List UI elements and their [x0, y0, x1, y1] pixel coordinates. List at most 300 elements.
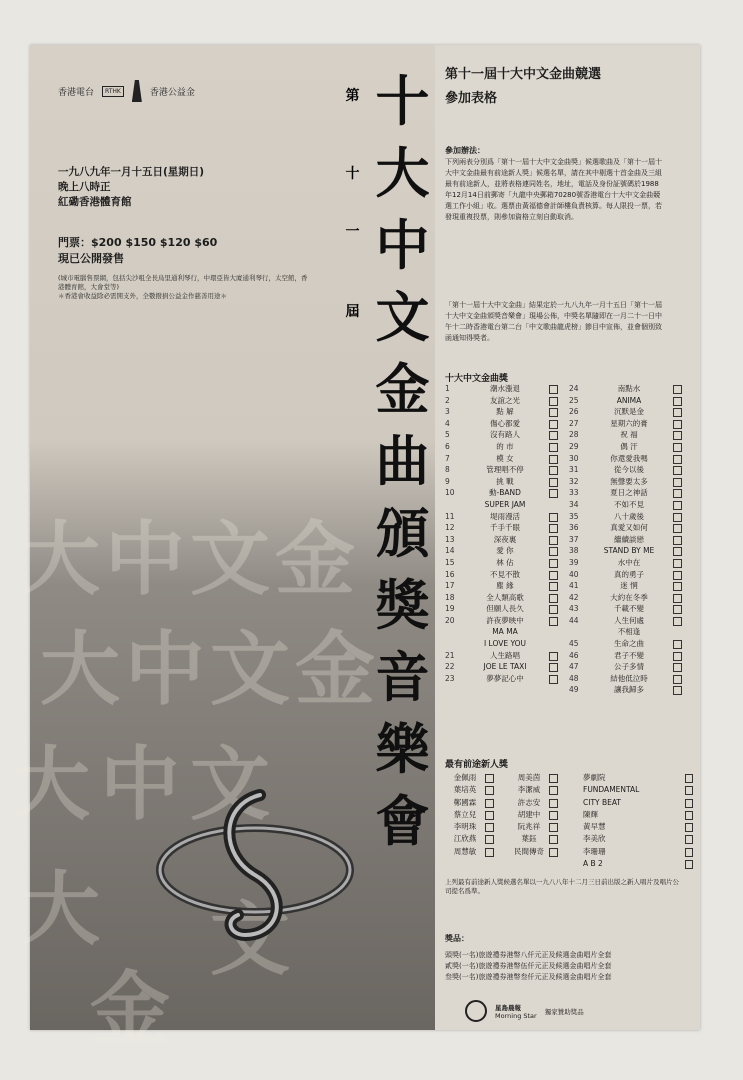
- newcomer-name: A B 2: [583, 859, 603, 869]
- prizes-heading: 獎品：: [445, 934, 469, 943]
- newcomer-row: [445, 846, 693, 858]
- vote-checkbox[interactable]: [485, 774, 494, 783]
- vote-checkbox[interactable]: [549, 466, 558, 475]
- song-entry: [569, 441, 693, 453]
- song-entry: [445, 395, 569, 407]
- vote-checkbox[interactable]: [673, 489, 682, 498]
- song-row: [445, 569, 693, 581]
- song-number: [445, 626, 461, 638]
- vote-checkbox[interactable]: [673, 455, 682, 464]
- song-number: 18: [445, 592, 455, 602]
- title-char: 金: [375, 357, 430, 421]
- song-entry: [569, 673, 693, 685]
- song-title: 許夜夢映中: [486, 615, 524, 625]
- newcomer-row: [445, 858, 693, 870]
- ticket-outlets: (城市電腦售票網，包括尖沙咀全長烏里通利琴行，中環亞皆大廈通利琴行，太空館，香港體育館，大會堂等): [58, 274, 308, 291]
- song-entry: [569, 453, 693, 465]
- song-number: 33: [569, 488, 579, 498]
- newcomer-entry: [445, 833, 509, 845]
- vote-checkbox[interactable]: [549, 443, 558, 452]
- newcomer-name: 李美欣: [583, 834, 606, 844]
- song-row: [445, 429, 693, 441]
- newcomer-entry: [445, 846, 509, 858]
- song-entry: [445, 545, 569, 557]
- newcomer-entry: [573, 833, 693, 845]
- song-entry: [569, 545, 693, 557]
- song-number: 30: [569, 453, 579, 463]
- song-entry: [445, 487, 569, 499]
- song-entry: [445, 383, 569, 395]
- prize-item: 叁獎(一名)旅遊禮券港幣叁仟元正及候選金曲唱片全套: [445, 973, 612, 981]
- newcomer-entry: [509, 821, 573, 833]
- song-entry: [569, 464, 693, 476]
- poster: [10, 45, 700, 1056]
- song-row: [445, 511, 693, 523]
- vote-checkbox[interactable]: [673, 536, 682, 545]
- vote-checkbox[interactable]: [673, 431, 682, 440]
- song-title: I LOVE YOU: [483, 639, 527, 649]
- song-title: 挑 戰: [496, 476, 514, 486]
- song-title: 迷 惘: [620, 581, 638, 591]
- song-row: [445, 557, 693, 569]
- song-title: 深夜裏: [493, 534, 517, 544]
- vote-checkbox[interactable]: [549, 799, 558, 808]
- newcomer-entry: [445, 809, 509, 821]
- song-number: 17: [445, 581, 455, 591]
- song-number: 47: [569, 662, 579, 672]
- song-entry: [445, 418, 569, 430]
- vote-checkbox[interactable]: [485, 835, 494, 844]
- song-number: 32: [569, 476, 579, 486]
- song-entry: [445, 464, 569, 476]
- poster-left-panel: [10, 45, 435, 1056]
- vote-checkbox[interactable]: [549, 385, 558, 394]
- song-entry: [569, 557, 693, 569]
- vote-checkbox[interactable]: [485, 848, 494, 857]
- song-entry: [569, 487, 693, 499]
- newcomers-heading: 最有前途新人獎: [445, 760, 509, 770]
- newcomer-name: 周慧敏: [453, 846, 477, 856]
- newcomer-entry: [573, 858, 693, 870]
- vote-checkbox[interactable]: [549, 536, 558, 545]
- organizer-logos: [58, 80, 195, 102]
- song-number: 46: [569, 650, 579, 660]
- vote-checkbox[interactable]: [549, 605, 558, 614]
- event-date: 一九八九年一月十五日(星期日): [58, 166, 205, 178]
- vote-checkbox[interactable]: [549, 582, 558, 591]
- vote-checkbox[interactable]: [549, 431, 558, 440]
- newcomer-row: [445, 809, 693, 821]
- vote-checkbox[interactable]: [685, 786, 693, 795]
- newcomer-name: 鄭國霖: [453, 797, 477, 807]
- background-pattern: 大 中 文 金 大 中 文 金 大 中 文 大 文 金: [10, 512, 375, 1056]
- newcomer-entry: [509, 858, 573, 870]
- song-number: [445, 499, 461, 511]
- song-entry: [445, 615, 569, 627]
- vote-checkbox[interactable]: [549, 513, 558, 522]
- newcomer-entry: [509, 846, 573, 858]
- song-row: [445, 522, 693, 534]
- newcomer-name: 陳輝: [583, 809, 598, 819]
- song-number: 6: [445, 441, 450, 451]
- vote-checkbox[interactable]: [485, 811, 494, 820]
- song-number: 7: [445, 453, 450, 463]
- result-text: 「第十一屆十大中文金曲」結果定於一九八九年一月十五日「第十一屆十大中文金曲頒獎音樂會」現場公佈，中獎名單隨即在一月二十一日中午十二時香港電台第二台「中文歌曲龍虎榜」節目中宣佈，並會個別致函通知得獎者。: [445, 301, 662, 342]
- edition-char: 一: [345, 224, 360, 240]
- song-title: 人生何處: [614, 615, 644, 625]
- vote-checkbox[interactable]: [685, 848, 693, 857]
- song-number: 42: [569, 592, 579, 602]
- song-title: 但願人長久: [486, 604, 524, 614]
- vote-checkbox[interactable]: [673, 663, 682, 672]
- sponsor-name-block: [495, 1003, 537, 1020]
- vote-checkbox[interactable]: [685, 860, 693, 869]
- rthk-label: 香港電台: [58, 87, 95, 98]
- poster-title: [370, 65, 435, 857]
- song-number: [569, 626, 585, 638]
- vote-checkbox[interactable]: [673, 478, 682, 487]
- vote-checkbox[interactable]: [485, 786, 494, 795]
- song-title: SUPER JAM: [484, 499, 526, 509]
- song-entry: [569, 615, 693, 627]
- vote-checkbox[interactable]: [549, 617, 558, 626]
- newcomer-entry: [445, 858, 509, 870]
- song-number: 10: [445, 488, 455, 498]
- song-title: 生命之曲: [614, 639, 644, 649]
- song-row: [445, 453, 693, 465]
- vote-checkbox[interactable]: [549, 811, 558, 820]
- newcomer-name: 葉鈺: [521, 834, 537, 844]
- song-title: 水中在: [617, 557, 641, 567]
- song-title: 人生路唱: [490, 650, 520, 660]
- vote-checkbox[interactable]: [549, 786, 558, 795]
- song-row: [445, 499, 693, 511]
- sponsor-sub: Morning Star: [495, 1011, 537, 1020]
- song-number: 26: [569, 407, 579, 417]
- newcomer-entry: [445, 772, 509, 784]
- newcomer-name: 黃早慧: [583, 822, 606, 832]
- song-entry: [569, 522, 693, 534]
- newcomer-name: 周美茵: [517, 773, 541, 782]
- newcomer-entry: [573, 809, 693, 821]
- newcomer-entry: [573, 797, 693, 809]
- song-title: 塵 緣: [496, 581, 514, 591]
- vote-checkbox[interactable]: [673, 675, 682, 684]
- ticket-status: 現已公開發售: [58, 252, 124, 265]
- vote-checkbox[interactable]: [549, 455, 558, 464]
- song-entry: [445, 534, 569, 546]
- vote-checkbox[interactable]: [673, 501, 682, 510]
- vote-checkbox[interactable]: [549, 478, 558, 487]
- edition-char: 第: [345, 88, 360, 104]
- vote-checkbox[interactable]: [673, 686, 682, 695]
- song-number: 3: [445, 407, 450, 417]
- song-row: [445, 406, 693, 418]
- vote-checkbox[interactable]: [549, 420, 558, 429]
- song-title: 愛 你: [496, 546, 514, 556]
- song-title: 公子多情: [614, 662, 644, 672]
- vote-checkbox[interactable]: [673, 385, 682, 394]
- title-char: 音: [375, 645, 430, 709]
- song-number: 15: [445, 557, 455, 567]
- song-number: 22: [445, 662, 455, 672]
- song-title: 堤雨漫活: [490, 511, 520, 521]
- song-number: 1: [445, 384, 450, 393]
- song-number: 40: [569, 569, 579, 579]
- newcomer-entry: [573, 821, 693, 833]
- vote-checkbox[interactable]: [673, 605, 682, 614]
- song-number: 25: [569, 395, 579, 405]
- vote-checkbox[interactable]: [685, 823, 693, 832]
- song-title: 不相逢: [617, 627, 641, 637]
- song-entry: [569, 395, 693, 407]
- prizes-list: [445, 950, 611, 983]
- vote-checkbox[interactable]: [685, 835, 693, 844]
- song-row: [445, 441, 693, 453]
- song-title: 沉默是金: [614, 407, 644, 417]
- newcomer-name: 金佩雨: [453, 773, 477, 782]
- song-title: [461, 684, 549, 696]
- event-details: [58, 165, 204, 210]
- song-title: 真愛又如何: [610, 523, 648, 533]
- newcomer-row: [445, 833, 693, 845]
- edition-label: [340, 85, 365, 321]
- song-row: [445, 418, 693, 430]
- vote-checkbox[interactable]: [549, 524, 558, 533]
- vote-checkbox[interactable]: [549, 408, 558, 417]
- song-entry: [445, 580, 569, 592]
- entry-form-panel: [435, 45, 700, 1030]
- method-text: 下列兩表分別爲「第十一屆十大中文金曲獎」候選歌曲及「第十一屆十大中文金曲最有前途新人獎」候選名單，請在其中剔選十首金曲及三組最有前途新人，並將表格連同姓名，地址，電話及身份証號碼於1988年12月14日前郵寄「九龍中央郵箱70280號香港電台十大中文金曲競選工作小組」收。選票由黃福德會計師樓負責核算。每人限投一票，若發現重複投票，則參加資格立刻自動取消。: [445, 158, 662, 221]
- newcomer-entry: [445, 821, 509, 833]
- song-number: 14: [445, 546, 455, 556]
- newcomer-name: 民間傳奇: [514, 846, 544, 856]
- newcomer-name: 許志安: [517, 797, 541, 807]
- newcomer-entry: [573, 846, 693, 858]
- newcomer-name: 夢劇院: [583, 773, 606, 782]
- song-entry: [445, 684, 569, 696]
- song-title: 潮水漲退: [490, 384, 520, 393]
- ticket-prices: 門票：$200 $150 $120 $60: [58, 236, 218, 249]
- song-title: 夏日之神話: [610, 488, 648, 498]
- song-title: 傷心都愛: [490, 418, 520, 428]
- songs-heading: 十大中文金曲獎: [445, 374, 509, 384]
- song-row: [445, 615, 693, 627]
- song-number: 31: [569, 465, 579, 475]
- song-entry: [569, 534, 693, 546]
- vote-checkbox[interactable]: [673, 594, 682, 603]
- song-entry: [445, 650, 569, 662]
- vote-checkbox[interactable]: [673, 571, 682, 580]
- song-row: [445, 545, 693, 557]
- vote-checkbox[interactable]: [549, 663, 558, 672]
- vote-checkbox[interactable]: [549, 594, 558, 603]
- song-number: 4: [445, 418, 450, 428]
- song-number: 20: [445, 615, 455, 625]
- song-number: 27: [569, 418, 579, 428]
- song-entry: [569, 476, 693, 488]
- song-number: [445, 638, 461, 650]
- edition-char: 屆: [345, 304, 360, 320]
- song-title: 繼續談戀: [614, 534, 644, 544]
- song-title: 偶 汗: [620, 441, 638, 451]
- vote-checkbox[interactable]: [673, 640, 682, 649]
- song-title: 沒有路人: [490, 430, 520, 440]
- vote-checkbox[interactable]: [549, 823, 558, 832]
- song-row: [445, 383, 693, 395]
- vote-checkbox[interactable]: [673, 559, 682, 568]
- newcomer-name: 李潔威: [517, 785, 541, 795]
- newcomer-name: 阮兆祥: [517, 822, 541, 832]
- song-row: [445, 603, 693, 615]
- song-entry: [569, 592, 693, 604]
- song-number: 48: [569, 673, 579, 683]
- song-title: 不如不見: [614, 499, 644, 509]
- song-row: [445, 395, 693, 407]
- song-number: [445, 684, 461, 696]
- vote-checkbox[interactable]: [485, 799, 494, 808]
- vote-checkbox[interactable]: [673, 617, 682, 626]
- vote-checkbox[interactable]: [673, 652, 682, 661]
- newcomer-row: [445, 772, 693, 784]
- sponsor-logo-icon: [465, 1000, 487, 1022]
- song-number: 45: [569, 639, 579, 649]
- vote-checkbox[interactable]: [673, 466, 682, 475]
- newcomer-row: [445, 797, 693, 809]
- newcomer-name: [509, 858, 549, 870]
- newcomer-name: 李珊珊: [583, 846, 606, 856]
- song-entry: [445, 603, 569, 615]
- sponsor-name: 星島晨報: [495, 1003, 521, 1012]
- song-number: 2: [445, 395, 450, 405]
- rthk-logo: RTHK: [102, 86, 124, 97]
- vote-checkbox[interactable]: [685, 799, 693, 808]
- vote-checkbox[interactable]: [673, 582, 682, 591]
- form-title: 第十一屆十大中文金曲競選: [445, 67, 602, 82]
- song-number: 44: [569, 615, 579, 625]
- song-row: [445, 580, 693, 592]
- song-entry: [445, 592, 569, 604]
- song-title: 星期六的膏: [610, 418, 648, 428]
- song-number: 29: [569, 441, 579, 451]
- vote-checkbox[interactable]: [549, 397, 558, 406]
- newcomer-ballot-list: [445, 772, 693, 870]
- vote-checkbox[interactable]: [673, 420, 682, 429]
- vote-checkbox[interactable]: [549, 835, 558, 844]
- vote-checkbox[interactable]: [673, 547, 682, 556]
- song-number: 37: [569, 534, 579, 544]
- vote-checkbox[interactable]: [673, 524, 682, 533]
- song-row: [445, 650, 693, 662]
- vote-checkbox[interactable]: [549, 489, 558, 498]
- song-number: 34: [569, 499, 579, 509]
- song-number: 11: [445, 511, 455, 521]
- vote-checkbox[interactable]: [673, 397, 682, 406]
- song-row: [445, 592, 693, 604]
- song-number: 49: [569, 685, 579, 695]
- song-row: [445, 626, 693, 638]
- prize-item: 頭獎(一名)旅遊禮券港幣八仟元正及候選金曲唱片全套: [445, 951, 612, 959]
- song-number: 36: [569, 523, 579, 533]
- song-title: 無聲要太多: [610, 476, 648, 486]
- song-entry: [445, 569, 569, 581]
- song-entry: [569, 650, 693, 662]
- title-char: 獎: [375, 573, 430, 637]
- newcomer-name: 李明珠: [453, 822, 477, 832]
- song-title: 模 女: [496, 453, 514, 463]
- song-entry: [445, 406, 569, 418]
- vote-checkbox[interactable]: [673, 443, 682, 452]
- song-entry: [445, 511, 569, 523]
- vote-checkbox[interactable]: [549, 547, 558, 556]
- title-char: 中: [375, 213, 430, 277]
- song-entry: [569, 580, 693, 592]
- song-entry: [445, 522, 569, 534]
- sponsor: [465, 1000, 584, 1022]
- song-number: 38: [569, 546, 579, 556]
- song-title: 祝 福: [620, 430, 638, 440]
- song-entry: [445, 429, 569, 441]
- song-entry: [569, 429, 693, 441]
- song-entry: [569, 418, 693, 430]
- song-entry: [569, 569, 693, 581]
- song-number: 28: [569, 430, 579, 440]
- song-entry: [445, 661, 569, 673]
- vote-checkbox[interactable]: [549, 652, 558, 661]
- song-title: 從今以後: [614, 465, 644, 475]
- newcomer-entry: [509, 809, 573, 821]
- title-char: 大: [375, 141, 430, 205]
- song-title: 讓我歸多: [614, 685, 644, 695]
- song-number: 16: [445, 569, 455, 579]
- vote-checkbox[interactable]: [673, 408, 682, 417]
- ticket-note: [58, 274, 313, 301]
- song-number: 12: [445, 523, 455, 533]
- vote-checkbox[interactable]: [549, 559, 558, 568]
- vote-checkbox[interactable]: [673, 513, 682, 522]
- vote-checkbox[interactable]: [549, 774, 558, 783]
- title-char: 文: [375, 285, 430, 349]
- newcomer-entry: [445, 797, 509, 809]
- song-entry: [569, 406, 693, 418]
- song-number: 35: [569, 511, 579, 521]
- newcomer-entry: [509, 784, 573, 796]
- ticket-info: [58, 235, 217, 267]
- song-title: STAND BY ME: [603, 546, 655, 556]
- community-chest-label: 香港公益金: [149, 87, 195, 98]
- vote-checkbox[interactable]: [549, 848, 558, 857]
- vote-checkbox[interactable]: [549, 571, 558, 580]
- vote-checkbox[interactable]: [685, 811, 693, 820]
- song-title: 南點水: [617, 384, 641, 393]
- song-entry: [569, 603, 693, 615]
- community-chest-icon: [132, 80, 142, 102]
- newcomer-entry: [509, 772, 573, 784]
- newcomer-note: 上列最有前途新人獎候選名單以一九八八年十二月三日前出版之新人唱片及唱片公司提名爲準。: [445, 878, 679, 895]
- newcomer-entry: [509, 797, 573, 809]
- charity-note: ＊香港會收益除必需開支外，全數撥捐公益金作慈善用途＊: [58, 292, 227, 300]
- song-title: 大約在冬季: [610, 592, 648, 602]
- newcomer-name: CITY BEAT: [583, 797, 622, 807]
- newcomer-entry: [509, 833, 573, 845]
- title-char: 會: [375, 789, 430, 853]
- vote-checkbox[interactable]: [549, 675, 558, 684]
- song-title: 不見不散: [490, 569, 520, 579]
- newcomer-name: 江欣燕: [453, 834, 477, 844]
- vote-checkbox[interactable]: [685, 774, 693, 783]
- song-number: 5: [445, 430, 450, 440]
- vote-checkbox[interactable]: [485, 823, 494, 832]
